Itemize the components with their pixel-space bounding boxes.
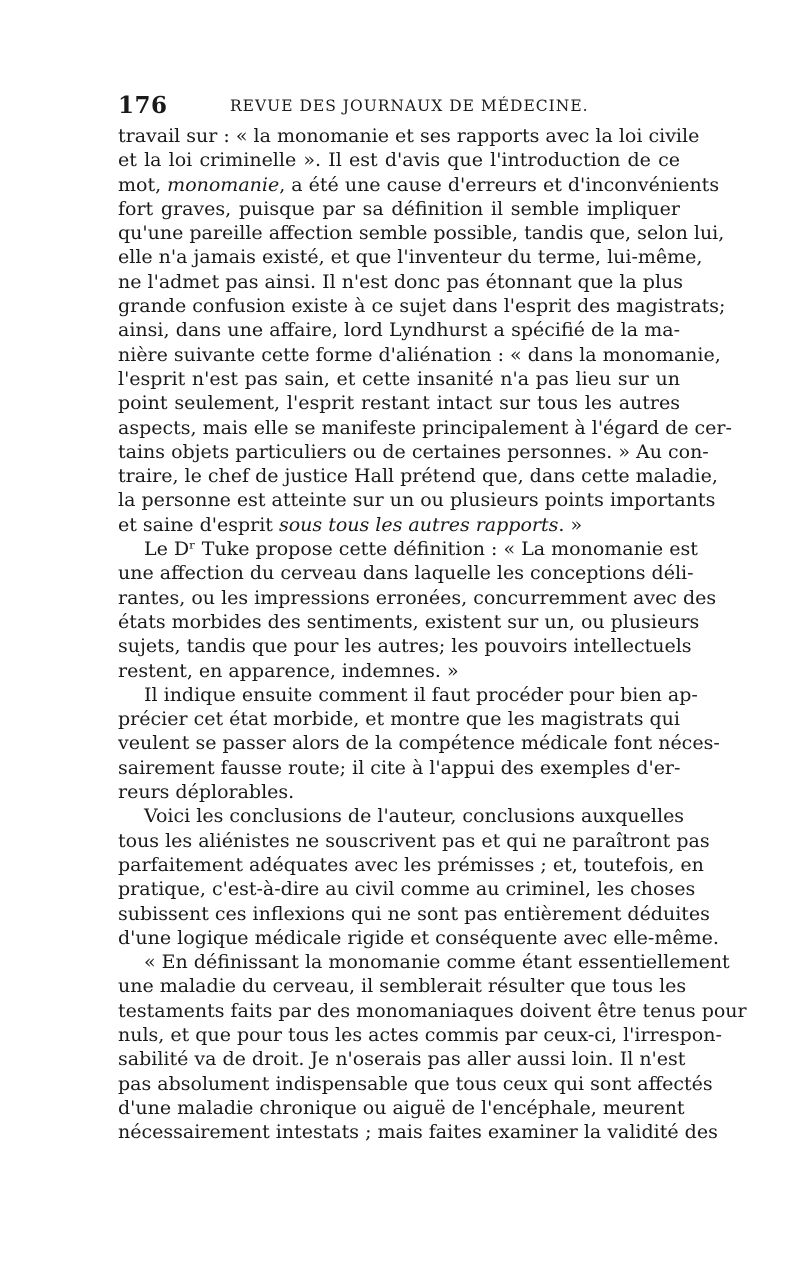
text-line: point seulement, l'esprit restant intact sur tous les autres bbox=[118, 392, 680, 415]
text-line: états morbides des sentiments, existent sur un, ou plusieurs bbox=[118, 610, 700, 633]
text-line: veulent se passer alors de la compétence médicale font néces- bbox=[118, 732, 720, 755]
text-line: testaments faits par des monomaniaques doivent être tenus pour bbox=[118, 999, 747, 1022]
text-line: une maladie du cerveau, il semblerait résulter que tous les bbox=[118, 975, 687, 998]
text-line: l'esprit n'est pas sain, et cette insanité n'a pas lieu sur un bbox=[118, 367, 680, 390]
text-line: reurs déplorables. bbox=[118, 781, 295, 804]
text-line: pas absolument indispensable que tous ceux qui sont affectés bbox=[118, 1072, 713, 1095]
text-line: parfaitement adéquates avec les prémisses ; et, toutefois, en bbox=[118, 853, 704, 876]
text-line: sabilité va de droit. Je n'oserais pas aller aussi loin. Il n'est bbox=[118, 1048, 686, 1071]
text-line bbox=[118, 513, 680, 537]
text-line: traire, le chef de justice Hall prétend que, dans cette maladie, bbox=[118, 465, 718, 488]
text-line: nuls, et que pour tous les actes commis par ceux-ci, l'irrespon- bbox=[118, 1023, 722, 1046]
text-line: la personne est atteinte sur un ou plusieurs points importants bbox=[118, 489, 716, 512]
text-line: Il indique ensuite comment il faut procéder pour bien ap- bbox=[144, 683, 698, 706]
text-line: restent, en apparence, indemnes. » bbox=[118, 659, 459, 682]
text-line: aspects, mais elle se manifeste principalement à l'égard de cer- bbox=[118, 416, 732, 439]
text-line: travail sur : « la monomanie et ses rapports avec la loi civile bbox=[118, 125, 700, 147]
italic-segment: monomanie bbox=[167, 173, 280, 196]
text-line: une affection du cerveau dans laquelle les conceptions déli- bbox=[118, 562, 694, 585]
text-line: qu'une pareille affection semble possible, tandis que, selon lui, bbox=[118, 222, 725, 245]
text-line: sairement fausse route; il cite à l'appui des exemples d'er- bbox=[118, 756, 681, 779]
text-line: tous les aliénistes ne souscrivent pas et qui ne paraîtront pas bbox=[118, 829, 710, 852]
text-line: ainsi, dans une affaire, lord Lyndhurst a spécifié de la ma- bbox=[118, 319, 680, 342]
text-line: d'une maladie chronique ou aiguë de l'encéphale, meurent bbox=[118, 1096, 685, 1119]
text-segment: . » bbox=[558, 513, 583, 536]
italic-segment: sous tous les autres rapports bbox=[278, 513, 559, 536]
text-line: rantes, ou les impressions erronées, concurremment avec des bbox=[118, 586, 717, 609]
text-line: « En définissant la monomanie comme étant essentiellement bbox=[144, 951, 730, 974]
text-line: Voici les conclusions de l'auteur, conclusions auxquelles bbox=[144, 805, 685, 828]
text-line: pratique, c'est-à-dire au civil comme au criminel, les choses bbox=[118, 878, 696, 901]
page-number: 176 bbox=[118, 92, 168, 119]
running-head: REVUE DES JOURNAUX DE MÉDECINE. bbox=[230, 97, 589, 115]
text-line: précier cet état morbide, et montre que les magistrats qui bbox=[118, 708, 680, 731]
text-line: Le Dʳ Tuke propose cette définition : « La monomanie est bbox=[144, 538, 698, 561]
text-segment: , a été une cause d'erreurs et d'inconvénients bbox=[279, 173, 720, 196]
text-line: sujets, tandis que pour les autres; les pouvoirs intellectuels bbox=[118, 635, 692, 658]
text-segment: mot, bbox=[118, 173, 168, 196]
text-line: tains objets particuliers ou de certaines personnes. » Au con- bbox=[118, 440, 709, 463]
text-line: elle n'a jamais existé, et que l'inventeur du terme, lui-même, bbox=[118, 246, 703, 269]
body-text bbox=[118, 124, 747, 1144]
text-line: grande confusion existe à ce sujet dans l'esprit des magistrats; bbox=[118, 295, 726, 318]
text-line: d'une logique médicale rigide et conséquente avec elle-même. bbox=[118, 926, 719, 949]
text-line: nécessairement intestats ; mais faites examiner la validité des bbox=[118, 1121, 718, 1144]
text-line: ne l'admet pas ainsi. Il n'est donc pas étonnant que la plus bbox=[118, 270, 684, 293]
page-header bbox=[118, 92, 678, 122]
text-line bbox=[118, 173, 720, 197]
text-line: subissent ces inflexions qui ne sont pas entièrement déduites bbox=[118, 902, 710, 925]
text-line: fort graves, puisque par sa définition il semble impliquer bbox=[118, 197, 680, 220]
text-segment: et saine d'esprit bbox=[118, 513, 279, 536]
text-line: nière suivante cette forme d'aliénation : « dans la monomanie, bbox=[118, 343, 721, 366]
text-line: et la loi criminelle ». Il est d'avis que l'introduction de ce bbox=[118, 149, 680, 172]
